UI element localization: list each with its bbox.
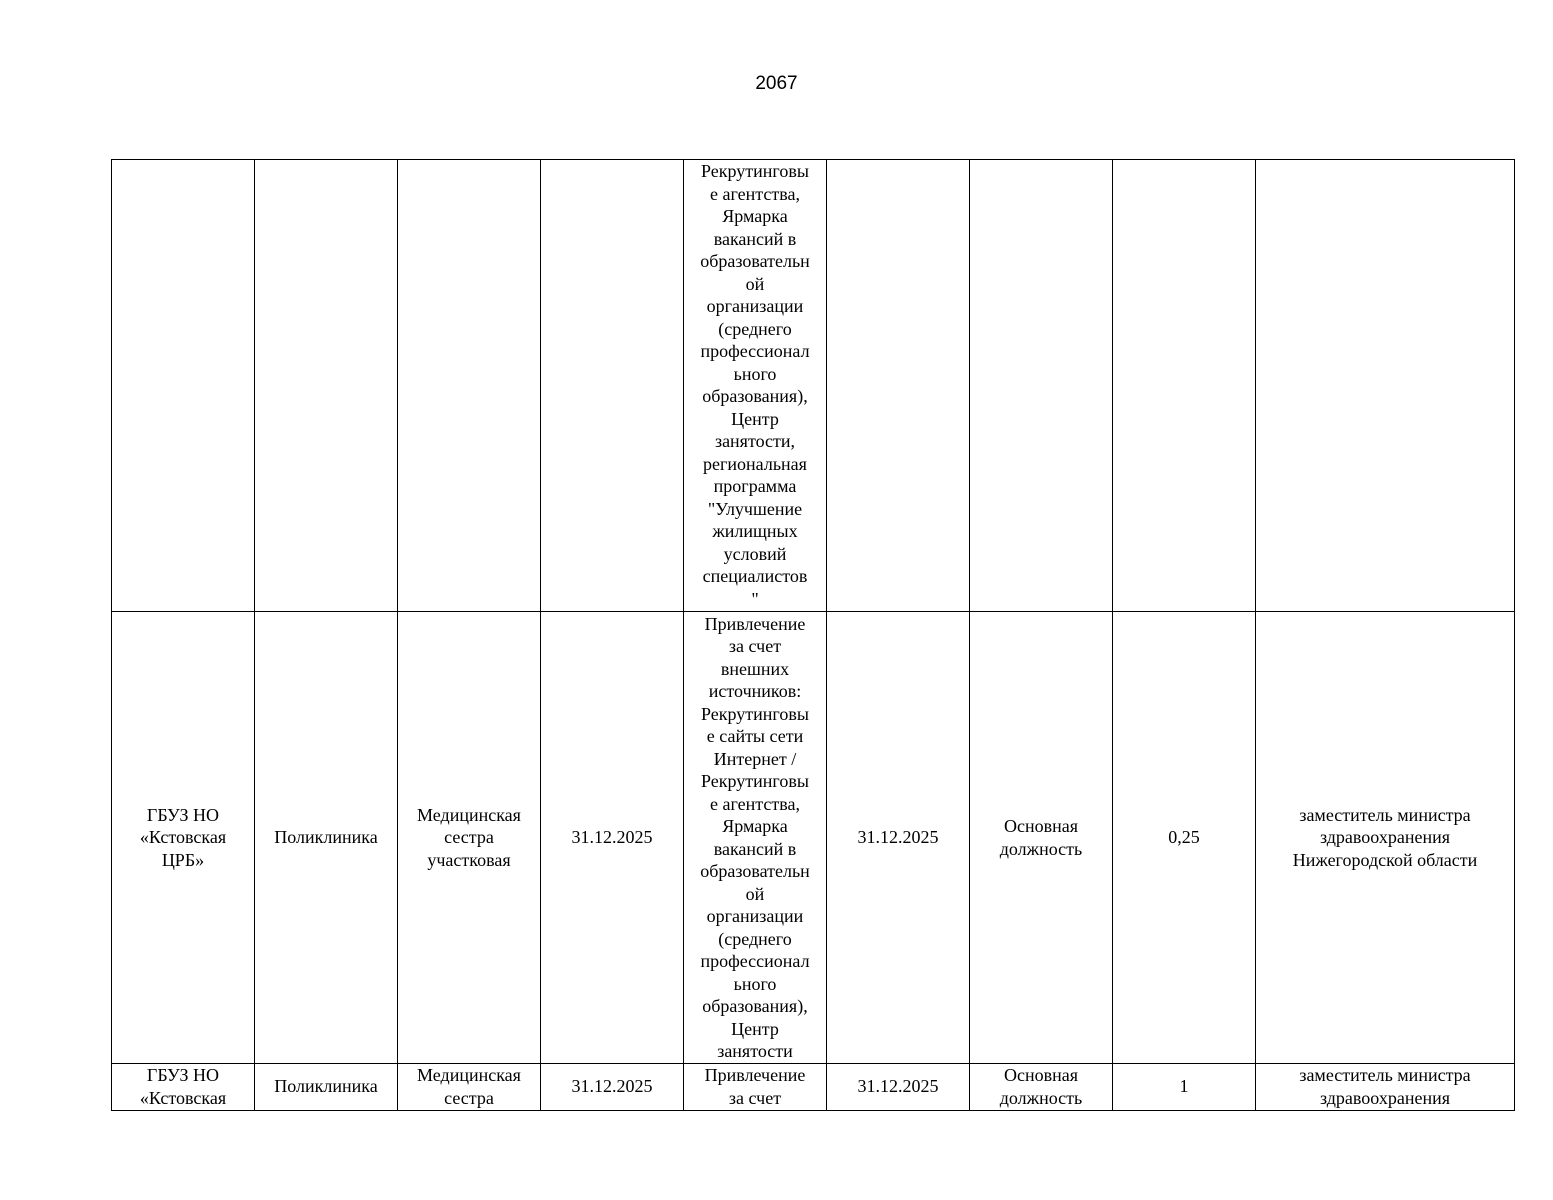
table-row xyxy=(112,612,1515,1064)
cell-recruitment-measures: Привлечение за счет xyxy=(684,1064,827,1111)
cell-department: Поликлиника xyxy=(255,1064,398,1111)
cell-position-type: Основная должность xyxy=(970,1064,1113,1111)
page-number: 2067 xyxy=(755,73,798,94)
cell-deadline xyxy=(827,160,970,612)
cell-date xyxy=(541,160,684,612)
cell-rate xyxy=(1113,160,1256,612)
cell-responsible: заместитель министра здравоохранения xyxy=(1256,1064,1515,1111)
cell-recruitment-measures: Рекрутинговы е агентства, Ярмарка вакансий в образовательн ой организации (среднего профессионал ьного образования), Центр занятости, региональная программа "Улучшение жилищных условий специалистов " xyxy=(684,160,827,612)
table-row xyxy=(112,1064,1515,1111)
cell-organization: ГБУЗ НО «Кстовская xyxy=(112,1064,255,1111)
cell-department: Поликлиника xyxy=(255,612,398,1064)
cell-rate: 0,25 xyxy=(1113,612,1256,1064)
cell-responsible xyxy=(1256,160,1515,612)
cell-date: 31.12.2025 xyxy=(541,612,684,1064)
cell-position-type: Основная должность xyxy=(970,612,1113,1064)
cell-responsible: заместитель министра здравоохранения Нижегородской области xyxy=(1256,612,1515,1064)
cell-position-type xyxy=(970,160,1113,612)
cell-deadline: 31.12.2025 xyxy=(827,612,970,1064)
cell-date: 31.12.2025 xyxy=(541,1064,684,1111)
cell-deadline: 31.12.2025 xyxy=(827,1064,970,1111)
staffing-table xyxy=(111,159,1515,1111)
cell-position: Медицинская сестра участковая xyxy=(398,612,541,1064)
table-row xyxy=(112,160,1515,612)
cell-position xyxy=(398,160,541,612)
cell-organization: ГБУЗ НО «Кстовская ЦРБ» xyxy=(112,612,255,1064)
cell-position: Медицинская сестра xyxy=(398,1064,541,1111)
cell-department xyxy=(255,160,398,612)
cell-organization xyxy=(112,160,255,612)
cell-rate: 1 xyxy=(1113,1064,1256,1111)
cell-recruitment-measures: Привлечение за счет внешних источников: Рекрутинговы е сайты сети Интернет / Рекрутинговы е агентства, Ярмарка вакансий в образовательн ой организации (среднего профессионал ьного образования), Центр занятости xyxy=(684,612,827,1064)
